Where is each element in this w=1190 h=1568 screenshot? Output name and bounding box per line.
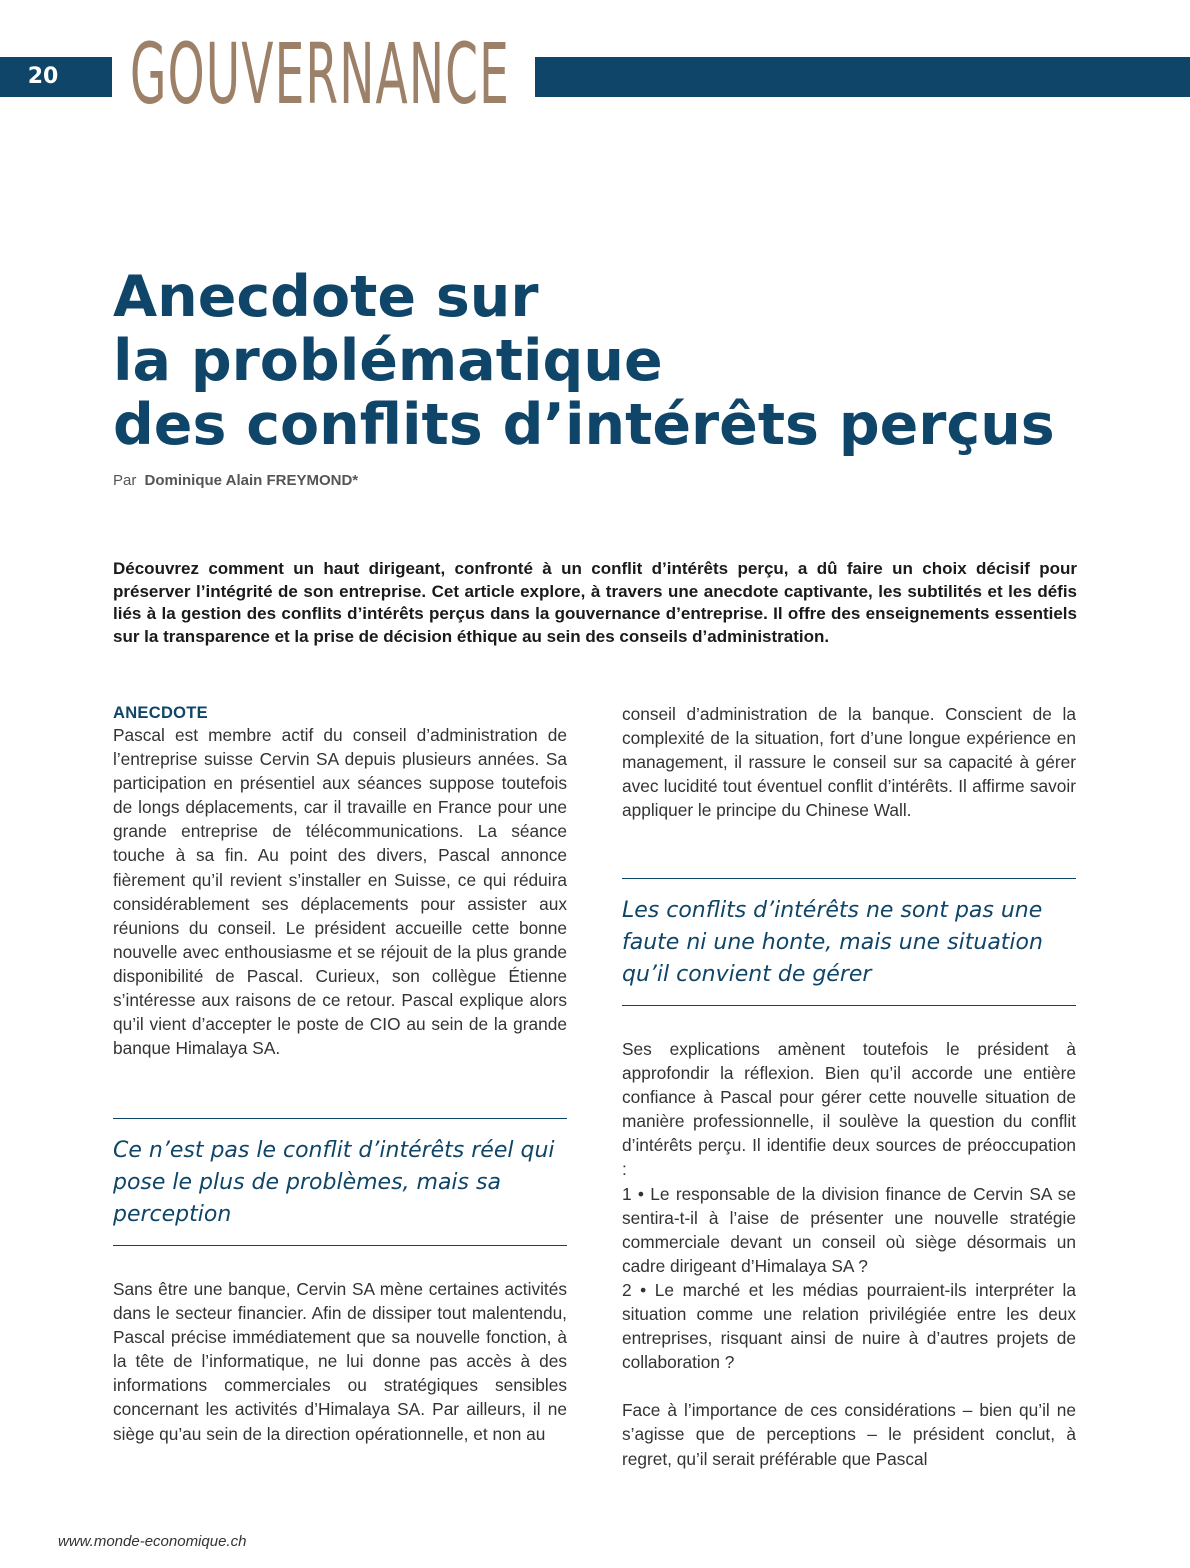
byline: [113, 472, 358, 489]
list-item-2: 2 • Le marché et les médias pourraient-ils interpréter la situation comme une relation privilégiée entre les deux entreprises, risquant ainsi de nuire à d’autres projets de collaboration ?: [622, 1279, 1076, 1373]
title-line-3: des conflits d’intérêts perçus: [113, 392, 1055, 458]
divider: [113, 1118, 567, 1119]
subheading-anecdote: ANECDOTE: [113, 704, 208, 722]
paragraph-right-1: conseil d’administration de la banque. Conscient de la complexité de la situation, fort d’une longue expérience en management, il rassure le conseil sur sa capacité à gérer avec lucidité tout éventuel conflit d’intérêts. Il affirme savoir appliquer le principe du Chinese Wall.: [622, 704, 1076, 821]
title-line-2: la problématique: [113, 328, 663, 394]
paragraph-left-2: Sans être une banque, Cervin SA mène certaines activités dans le secteur financier. Afin de dissiper tout malentendu, Pascal précise immédiatement que sa nouvelle fonction, à la tête de l’informatique, ne lui donne pas accès à des informations commerciales ou stratégiques sensibles concernant les activités d’Himalaya SA. Par ailleurs, il ne siège qu’au sein de la direction opérationnelle, et non au: [113, 1279, 567, 1444]
left-column-top: [113, 703, 567, 1060]
list-item-1: 1 • Le responsable de la division finance de Cervin SA se sentira-t-il à l’aise de présenter une nouvelle stratégie commerciale devant un conseil où siège désormais un cadre dirigeant d’Himalaya SA ?: [622, 1183, 1076, 1276]
pull-quote-2: Les conflits d’intérêts ne sont pas une faute ni une honte, mais une situation qu’il convient de gérer: [622, 898, 1043, 987]
paragraph-left-1: Pascal est membre actif du conseil d’administration de l’entreprise suisse Cervin SA depuis plusieurs années. Sa participation en présentiel aux séances suppose toutefois de longs déplacements, car il travaille en France pour une grande entreprise de télécommunications. La séance touche à sa fin. Au point des divers, Pascal annonce fièrement qu’il revient s’installer en Suisse, ce qui réduira considérablement ses déplacements pour assister aux réunions du conseil. Le président accueille cette bonne nouvelle avec enthousiasme et se réjouit de la plus grande disponibilité de Pascal. Curieux, son collègue Étienne s’intéresse aux raisons de ce retour. Pascal explique alors qu’il vient d’accepter le poste de CIO au sein de la grande banque Himalaya SA.: [113, 725, 567, 1059]
paragraph-right-2: Ses explications amènent toutefois le président à approfondir la réflexion. Bien qu’il accorde une entière confiance à Pascal pour gérer cette nouvelle situation de manière professionnelle, il soulève la question du conflit d’intérêts perçu. Il identifie deux sources de préoccupation :: [622, 1039, 1076, 1180]
right-column-top: [622, 702, 1076, 822]
divider: [622, 1005, 1076, 1006]
author-name: Dominique Alain FREYMOND*: [144, 472, 359, 489]
article-title: [113, 265, 1113, 457]
article-lead: Découvrez comment un haut dirigeant, confronté à un conflit d’intérêts perçu, a dû faire un choix décisif pour préserver l’intégrité de son entreprise. Cet article explore, à travers une anecdote captivante, les subtilités et les défis liés à la gestion des conflits d’intérêts perçus dans la gouvernance d’entreprise. Il offre des enseignements essentiels sur la transparence et la prise de décision éthique au sein des conseils d’administration.: [113, 559, 1077, 646]
pull-quote-1: Ce n’est pas le conflit d’intérêts réel qui pose le plus de problèmes, mais sa perception: [113, 1138, 555, 1227]
byline-prefix: Par: [113, 472, 137, 489]
divider: [113, 1245, 567, 1246]
page-number: 20: [27, 64, 59, 89]
footer-website: www.monde-economique.ch: [58, 1533, 247, 1550]
title-line-1: Anecdote sur: [113, 264, 539, 330]
right-column-bottom: [622, 1037, 1076, 1471]
left-column-bottom: [113, 1277, 567, 1446]
section-title: GOUVERNANCE: [130, 25, 510, 123]
divider: [622, 878, 1076, 879]
header-bar-right: [535, 57, 1190, 97]
paragraph-right-3: Face à l’importance de ces considérations – bien qu’il ne s’agisse que de perceptions – le président conclut, à regret, qu’il serait préférable que Pascal: [622, 1400, 1076, 1469]
